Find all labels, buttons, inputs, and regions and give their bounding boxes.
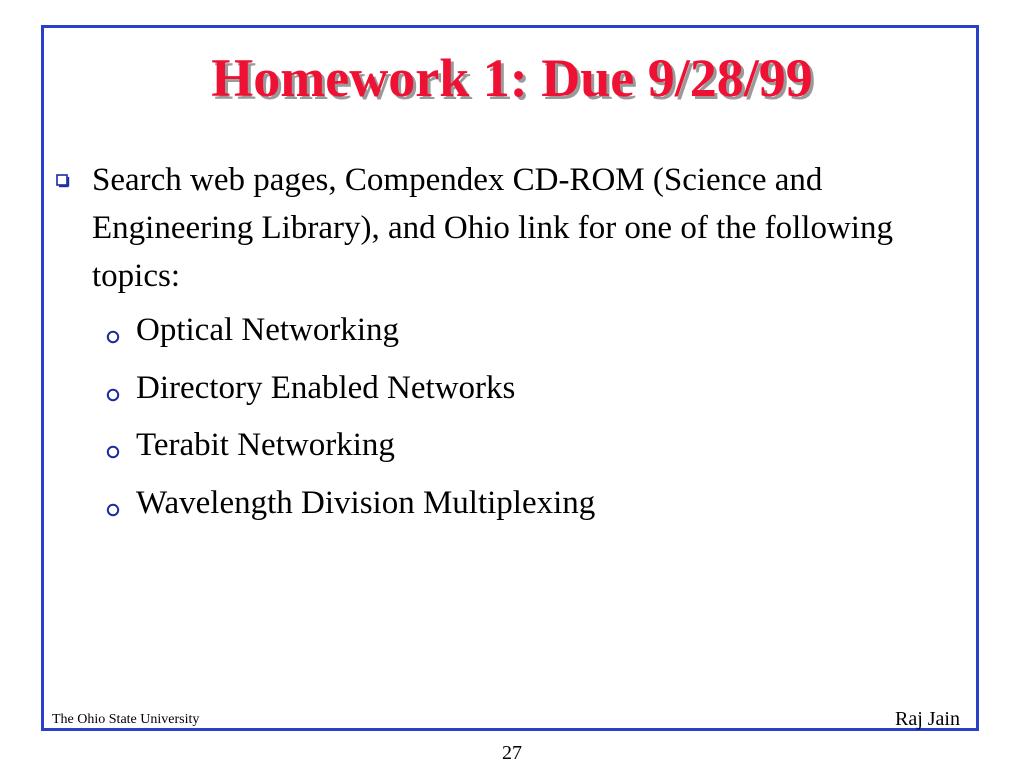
topic-label: Terabit Networking [136, 427, 395, 463]
hollow-circle-bullet-icon [106, 445, 120, 459]
hollow-circle-bullet-icon [106, 330, 120, 344]
footer-institution: The Ohio State University [52, 712, 200, 727]
footer-author: Raj Jain [895, 708, 960, 730]
hollow-circle-bullet-icon [106, 388, 120, 402]
topic-label: Optical Networking [136, 312, 400, 348]
main-bullet-text: Search web pages, Compendex CD-ROM (Science and Engineering Library), and Ohio link for one of the following topics: [92, 162, 893, 294]
topic-label: Directory Enabled Networks [136, 369, 516, 406]
list-item [106, 479, 906, 537]
list-item [106, 306, 906, 364]
hollow-circle-bullet-icon [106, 503, 120, 517]
list-item [106, 364, 906, 422]
topic-list [106, 306, 906, 536]
list-item [106, 421, 906, 479]
hollow-square-bullet-icon [56, 174, 70, 188]
page-number: 27 [502, 742, 522, 764]
topic-label: Wavelength Division Multiplexing [136, 484, 596, 521]
slide-title: Homework 1: Due 9/28/99 [211, 48, 813, 108]
